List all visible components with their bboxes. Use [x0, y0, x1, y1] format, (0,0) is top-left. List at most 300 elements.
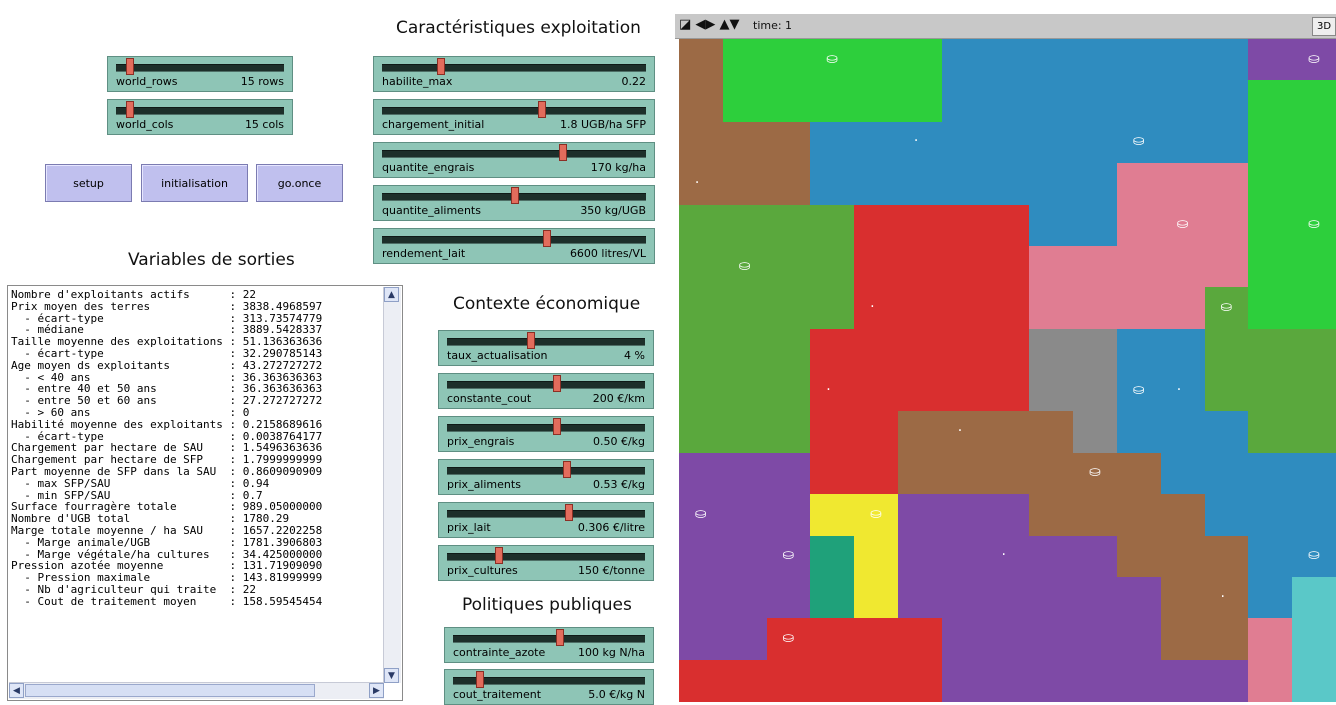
world-patch: [854, 370, 899, 412]
world-patch: [986, 205, 1031, 247]
world-patch: [810, 122, 855, 164]
world-patch: [810, 453, 855, 495]
initialisation-button[interactable]: initialisation: [141, 164, 248, 202]
world-patch: [1205, 163, 1250, 205]
cout-traitement-slider[interactable]: [444, 669, 654, 705]
output-label: Prix moyen des terres: [11, 299, 230, 313]
world-patch: [1248, 287, 1293, 329]
slider-label: prix_cultures: [447, 564, 518, 577]
output-label: - Nb d'agriculteur qui traite: [11, 582, 230, 596]
world-patch: [1161, 39, 1206, 81]
world-patch: [1029, 370, 1074, 412]
farmer-icon: ⛀: [870, 505, 882, 522]
world-patch: [1248, 163, 1293, 205]
output-rows: [11, 289, 382, 682]
world-patch: [1029, 246, 1074, 288]
world-patch: [854, 577, 899, 619]
world-patch: [723, 329, 768, 371]
world-patch: [898, 205, 943, 247]
world-patch: [854, 287, 899, 329]
horizontal-scrollbar[interactable]: [9, 682, 384, 699]
slider-label: prix_engrais: [447, 435, 515, 448]
output-label: Nombre d'exploitants actifs: [11, 289, 230, 301]
world-patch: [942, 287, 987, 329]
slider-thumb[interactable]: [563, 461, 571, 478]
slider-track: [382, 64, 646, 72]
world-patch: [679, 246, 724, 288]
world-patch: [679, 577, 724, 619]
world-patch: [1248, 329, 1293, 371]
scroll-left-icon[interactable]: ◀: [9, 683, 24, 698]
world-patch: [1161, 411, 1206, 453]
slider-thumb[interactable]: [126, 58, 134, 75]
world-patch: [986, 660, 1031, 702]
slider-value: 0.306 €/litre: [577, 521, 645, 534]
prix-aliments-slider[interactable]: [438, 459, 654, 495]
world-patch: [1029, 494, 1074, 536]
output-value: : 1.5496363636: [229, 441, 323, 455]
world-patch: [1205, 453, 1250, 495]
world-patch: [1161, 577, 1206, 619]
world-patch: [1248, 411, 1293, 453]
world-patch: [1292, 453, 1336, 495]
world-patch: [1292, 329, 1336, 371]
world-patch: [767, 577, 812, 619]
output-label: - écart-type: [11, 346, 230, 360]
world-patch: [767, 453, 812, 495]
slider-label: rendement_lait: [382, 247, 466, 260]
slider-label: contrainte_azote: [453, 646, 546, 659]
world-patch: [1117, 577, 1162, 619]
farmer-icon: ·: [1220, 588, 1225, 605]
time-label: time: 1: [753, 19, 793, 32]
farmer-icon: ⛀: [1308, 216, 1320, 233]
slider-track: [453, 635, 645, 643]
slider-track: [382, 236, 646, 244]
slider-thumb[interactable]: [553, 375, 561, 392]
slider-thumb[interactable]: [527, 332, 535, 349]
prix-cultures-slider[interactable]: [438, 545, 654, 581]
world-patch: [986, 536, 1031, 578]
slider-label: habilite_max: [382, 75, 453, 88]
world-patch: [854, 411, 899, 453]
world-patch: [1248, 246, 1293, 288]
world-patch: [810, 163, 855, 205]
output-value: : 34.425000000: [229, 547, 323, 561]
slider-thumb[interactable]: [556, 629, 564, 646]
world-patch: [723, 453, 768, 495]
world-patch: [1292, 660, 1336, 702]
3d-button[interactable]: 3D: [1312, 17, 1336, 36]
output-value: : 0.94: [229, 476, 270, 490]
quantite-aliments-slider[interactable]: [373, 185, 655, 221]
world-patch: [1292, 494, 1336, 536]
world-patch: [1205, 370, 1250, 412]
taux-actualisation-slider[interactable]: [438, 330, 654, 366]
setup-button[interactable]: setup: [45, 164, 132, 202]
habilite-max-slider[interactable]: [373, 56, 655, 92]
world-patch: [854, 163, 899, 205]
view-toolbar: [675, 14, 1336, 39]
world-patch: [1161, 370, 1206, 412]
world-patch: [1205, 329, 1250, 371]
world-patch: [767, 163, 812, 205]
output-label: Chargement par hectare de SFP: [11, 453, 230, 467]
slider-thumb[interactable]: [476, 671, 484, 688]
slider-thumb[interactable]: [511, 187, 519, 204]
world-patch: [854, 80, 899, 122]
output-value: : 0.7: [229, 488, 263, 502]
world-patch: [1073, 370, 1118, 412]
world-patch: [898, 80, 943, 122]
world-patch: [986, 577, 1031, 619]
slider-track: [447, 467, 645, 475]
slider-label: prix_aliments: [447, 478, 521, 491]
output-value: : 0: [229, 405, 250, 419]
world-patch: [723, 536, 768, 578]
world-patch: [942, 618, 987, 660]
slider-label: cout_traitement: [453, 688, 542, 701]
world-patch: [1292, 577, 1336, 619]
output-label: Chargement par hectare de SAU: [11, 441, 230, 455]
slider-value: 1.8 UGB/ha SFP: [560, 118, 646, 131]
world-patch: [854, 660, 899, 702]
slider-thumb[interactable]: [538, 101, 546, 118]
world-patch: [1248, 39, 1293, 81]
farmer-icon: ⛀: [738, 257, 751, 274]
world-patch: [1073, 287, 1118, 329]
quantite-engrais-slider[interactable]: [373, 142, 655, 178]
world-patch: [679, 39, 724, 81]
world-patch: [1029, 660, 1074, 702]
world-patch: [898, 577, 943, 619]
output-value: : 313.73574779: [229, 311, 323, 325]
farmer-icon: ⛀: [782, 547, 795, 564]
output-label: - médiane: [11, 323, 230, 337]
world-patch: [1073, 618, 1118, 660]
slider-label: constante_cout: [447, 392, 532, 405]
world-patch: [942, 411, 987, 453]
world-patch: [810, 618, 855, 660]
world-patch: [767, 329, 812, 371]
world-patch: [1073, 329, 1118, 371]
farmer-icon: ⛀: [1220, 298, 1233, 315]
world-patch: [810, 246, 855, 288]
world-patch: [854, 205, 899, 247]
slider-label: world_cols: [116, 118, 174, 131]
vertical-scrollbar[interactable]: [383, 287, 401, 683]
world-patch: [1117, 660, 1162, 702]
slider-label: prix_lait: [447, 521, 491, 534]
world-patch: [1029, 411, 1074, 453]
rendement-lait-slider[interactable]: [373, 228, 655, 264]
output-label: Nombre d'UGB total: [11, 512, 230, 526]
world-patch: [723, 287, 768, 329]
output-value: : 51.136363636: [229, 335, 323, 349]
world-patch: [1205, 618, 1250, 660]
world-patch: [1029, 329, 1074, 371]
output-label: - > 60 ans: [11, 405, 230, 419]
output-label: - min SFP/SAU: [11, 488, 230, 502]
world-patch: [1161, 122, 1206, 164]
output-label: Pression azotée moyenne: [11, 559, 230, 573]
slider-value: 6600 litres/VL: [569, 247, 646, 260]
scroll-up-icon[interactable]: ▲: [384, 287, 399, 302]
world-patch: [679, 370, 724, 412]
world-patch: [1073, 246, 1118, 288]
world-patch: [1292, 370, 1336, 412]
world-patch: [986, 246, 1031, 288]
world-patch: [810, 577, 855, 619]
go-once-button[interactable]: go.once: [256, 164, 343, 202]
world-patch: [942, 39, 987, 81]
output-value: : 22: [229, 289, 257, 301]
world-patch: [942, 370, 987, 412]
farmer-icon: ·: [1001, 547, 1006, 564]
prix-lait-slider[interactable]: [438, 502, 654, 538]
world-patch: [986, 287, 1031, 329]
world-patch: [1073, 577, 1118, 619]
world-patch: [679, 163, 724, 205]
world-patch: [1248, 494, 1293, 536]
world-patch: [679, 287, 724, 329]
farmer-icon: ·: [913, 133, 919, 150]
world-patch: [767, 205, 812, 247]
world-patch: [898, 39, 943, 81]
world-patch: [1073, 39, 1118, 81]
slider-value: 0.22: [621, 75, 646, 88]
world-patch: [723, 80, 768, 122]
output-label: Habilité moyenne des exploitants: [11, 417, 230, 431]
world-patch: [1248, 660, 1293, 702]
world-patch: [986, 80, 1031, 122]
world-patch: [942, 80, 987, 122]
world-patch: [1248, 80, 1293, 122]
world-patch: [679, 618, 724, 660]
world-patch: [1248, 122, 1293, 164]
world-patch: [1161, 660, 1206, 702]
world-patch: [942, 536, 987, 578]
world-patch: [1205, 246, 1250, 288]
view-control-icons[interactable]: ◪ ◀▶ ▲▼: [679, 17, 740, 32]
world-patch: [1205, 494, 1250, 536]
world-patch: [1161, 453, 1206, 495]
slider-thumb[interactable]: [495, 547, 503, 564]
world-patch: [1117, 80, 1162, 122]
world-patch: [810, 205, 855, 247]
slider-value: 150 €/tonne: [578, 564, 645, 577]
output-label: - < 40 ans: [11, 370, 230, 384]
slider-value: 4 %: [624, 349, 645, 362]
scroll-thumb[interactable]: [25, 684, 315, 697]
world-patch: [767, 411, 812, 453]
world-patch: [854, 453, 899, 495]
world-patch: [1292, 163, 1336, 205]
constante-cout-slider[interactable]: [438, 373, 654, 409]
world-patch: [767, 287, 812, 329]
world-patch: [1292, 287, 1336, 329]
world-patch: [1292, 411, 1336, 453]
scroll-right-icon[interactable]: ▶: [369, 683, 384, 698]
output-row: [11, 596, 382, 608]
world-patch: [942, 329, 987, 371]
world-patch: [1073, 660, 1118, 702]
output-value: : 1781.3906803: [229, 535, 323, 549]
slider-track: [447, 381, 645, 389]
slider-thumb[interactable]: [565, 504, 573, 521]
world-patch: [679, 411, 724, 453]
world-patch: [1029, 577, 1074, 619]
prix-engrais-slider[interactable]: [438, 416, 654, 452]
world-patch: [1292, 80, 1336, 122]
farmer-icon: ·: [694, 174, 700, 191]
world-patch: [1117, 618, 1162, 660]
slider-track: [447, 338, 645, 346]
world-patch: [767, 494, 812, 536]
world-patch: [942, 246, 987, 288]
slider-thumb[interactable]: [553, 418, 561, 435]
output-label: - Cout de traitement moyen: [11, 594, 230, 608]
world-patch: [723, 370, 768, 412]
world-patch: [942, 205, 987, 247]
output-value: : 158.59545454: [229, 594, 323, 608]
world-patch: [898, 329, 943, 371]
world-patch: [1205, 80, 1250, 122]
world-patch: [898, 122, 943, 164]
slider-value: 0.53 €/kg: [592, 478, 645, 491]
output-label: Surface fourragère totale: [11, 500, 230, 514]
farmer-icon: ⛀: [1176, 216, 1189, 233]
world-patch: [679, 453, 724, 495]
world-patch: [1073, 80, 1118, 122]
world-patch: [898, 411, 943, 453]
world-patch: [1292, 122, 1336, 164]
world-patch: [1117, 329, 1162, 371]
world-patch: [898, 453, 943, 495]
farmer-icon: ⛀: [694, 505, 707, 522]
slider-value: 350 kg/UGB: [580, 204, 646, 217]
caracteristiques-title: Caractéristiques exploitation: [396, 18, 641, 38]
world-patch: [942, 453, 987, 495]
world-patch: [1161, 329, 1206, 371]
world-patch: [942, 122, 987, 164]
slider-label: taux_actualisation: [447, 349, 548, 362]
world-patch: [1029, 205, 1074, 247]
slider-thumb[interactable]: [437, 58, 445, 75]
output-value: : 36.363636363: [229, 370, 323, 384]
world-patch: [1117, 205, 1162, 247]
world-patch: [1117, 39, 1162, 81]
world-patch: [679, 660, 724, 702]
world-patch: [1029, 163, 1074, 205]
world-patch: [898, 536, 943, 578]
world-patch: [1205, 536, 1250, 578]
world-patch: [810, 494, 855, 536]
output-label: - Pression maximale: [11, 571, 230, 585]
world-patch: [1117, 287, 1162, 329]
world-patch: [1205, 205, 1250, 247]
slider-thumb[interactable]: [543, 230, 551, 247]
slider-value: 200 €/km: [592, 392, 645, 405]
output-value: : 1.7999999999: [229, 453, 323, 467]
world-patch: [1029, 536, 1074, 578]
output-value: : 0.8609090909: [229, 464, 323, 478]
world-patch: [1161, 536, 1206, 578]
world-patch: [1073, 536, 1118, 578]
world-patch: [723, 618, 768, 660]
world-patch: [1248, 577, 1293, 619]
farmer-icon: ·: [870, 298, 875, 315]
world-patch: [1117, 163, 1162, 205]
farmer-icon: ⛀: [1089, 464, 1101, 481]
politiques-title: Politiques publiques: [462, 595, 632, 615]
world-patch: [1292, 618, 1336, 660]
chargement-initial-slider[interactable]: [373, 99, 655, 135]
world-rows-slider[interactable]: [107, 56, 293, 92]
world-patch: [942, 494, 987, 536]
output-value: : 3889.5428337: [229, 323, 323, 337]
world-patch: [942, 660, 987, 702]
world-patch: [1161, 618, 1206, 660]
output-label: - max SFP/SAU: [11, 476, 230, 490]
world-patch: [1205, 39, 1250, 81]
output-value: : 131.71909090: [229, 559, 323, 573]
output-value: : 0.0038764177: [229, 429, 323, 443]
world-patch: [679, 205, 724, 247]
scroll-down-icon[interactable]: ▼: [384, 668, 399, 683]
world-patch: [1161, 494, 1206, 536]
slider-track: [447, 553, 645, 561]
slider-label: chargement_initial: [382, 118, 485, 131]
output-monitor[interactable]: [7, 285, 403, 701]
world-patch: [767, 80, 812, 122]
world-patch: [1205, 660, 1250, 702]
output-value: : 3838.4968597: [229, 299, 323, 313]
variables-title: Variables de sorties: [128, 250, 295, 270]
farmer-icon: ⛀: [782, 629, 795, 646]
output-label: Age moyen ds exploitants: [11, 358, 230, 372]
world-patch: [986, 163, 1031, 205]
farmer-icon: ⛀: [826, 50, 839, 67]
world-patch: [679, 329, 724, 371]
contrainte-azote-slider[interactable]: [444, 627, 654, 663]
slider-label: quantite_aliments: [382, 204, 481, 217]
world-patch: [723, 494, 768, 536]
world-patch: [767, 370, 812, 412]
world-patch: [1029, 39, 1074, 81]
world-patch: [986, 618, 1031, 660]
world-cols-slider[interactable]: [107, 99, 293, 135]
world-patch: [986, 329, 1031, 371]
output-value: : 143.81999999: [229, 571, 323, 585]
output-value: : 32.290785143: [229, 346, 323, 360]
world-patch: [767, 122, 812, 164]
output-label: - entre 50 et 60 ans: [11, 394, 230, 408]
output-value: : 1657.2202258: [229, 523, 323, 537]
slider-thumb[interactable]: [126, 101, 134, 118]
output-label: Marge totale moyenne / ha SAU: [11, 523, 230, 537]
world-patch: [898, 370, 943, 412]
world-view[interactable]: [679, 39, 1336, 701]
slider-thumb[interactable]: [559, 144, 567, 161]
world-patch: [854, 246, 899, 288]
output-value: : 1780.29: [229, 512, 290, 526]
world-patch: [1073, 494, 1118, 536]
world-patch: [854, 329, 899, 371]
world-patch: [1248, 453, 1293, 495]
slider-value: 100 kg N/ha: [578, 646, 645, 659]
slider-track: [447, 424, 645, 432]
